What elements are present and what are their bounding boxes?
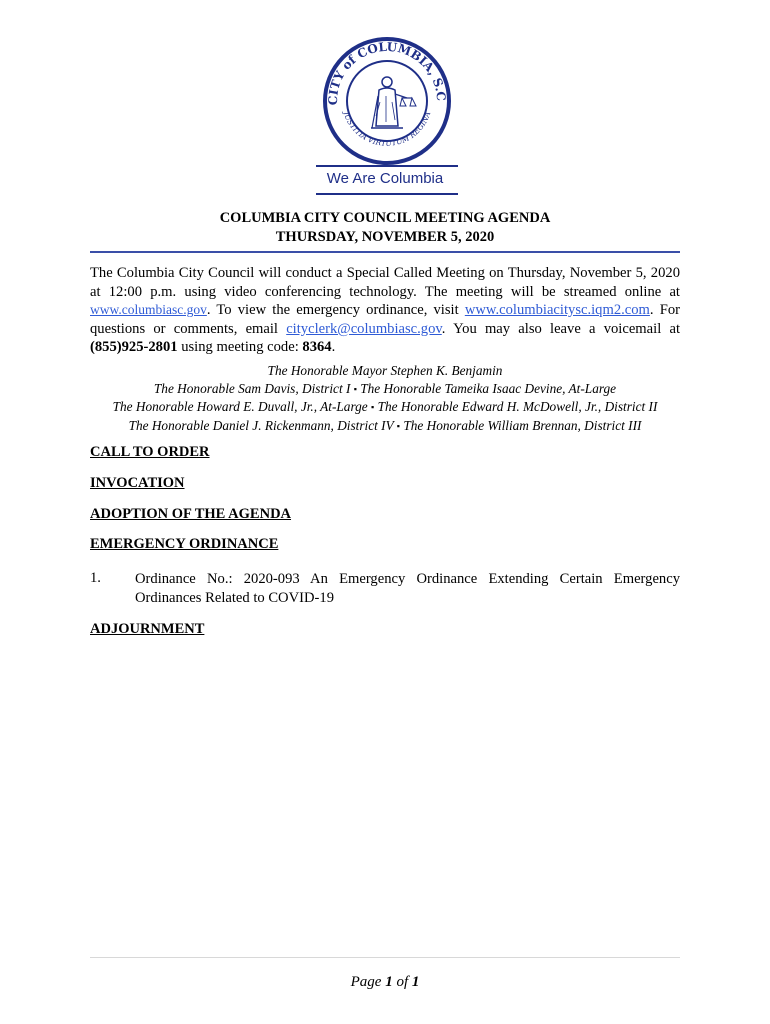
intro-paragraph bbox=[90, 264, 680, 357]
logo-rule-bottom bbox=[316, 193, 458, 195]
seal-top-text: CITY of COLUMBIA, S.C bbox=[325, 39, 449, 106]
seal-bottom-text: JUSTITIA VIRTUTUM REGINA bbox=[341, 110, 433, 148]
city-seal-logo bbox=[316, 36, 458, 178]
footer-divider bbox=[90, 957, 680, 958]
council-row bbox=[60, 380, 710, 399]
ordinance-link[interactable]: www.columbiacitysc.iqm2.com bbox=[464, 302, 650, 319]
agenda-item-number: 1. bbox=[90, 570, 101, 586]
intro-text-6: . bbox=[331, 339, 336, 356]
intro-text-3: . For questions or comments, email bbox=[90, 302, 680, 337]
council-member: The Honorable Daniel J. Rickenmann, District IV bbox=[128, 417, 394, 433]
logo-tagline bbox=[0, 170, 770, 187]
heading-invocation: INVOCATION bbox=[90, 475, 185, 491]
council-member: The Honorable Sam Davis, District I bbox=[153, 380, 351, 396]
agenda-item-text: Ordinance No.: 2020-093 An Emergency Ordinance Extending Certain Emergency Ordinances Related to COVID-19 bbox=[135, 571, 680, 606]
separator-icon: ▪ bbox=[396, 421, 400, 432]
phone-number: (855)925-2801 bbox=[90, 339, 178, 356]
title-divider bbox=[90, 251, 680, 253]
intro-text-1: The Columbia City Council will conduct a Special Called Meeting on Thursday, November 5, 2020 at 12:00 p.m. using video conferencing technology. The meeting will be streamed online at bbox=[90, 265, 680, 300]
tagline-bold: Columbia bbox=[379, 170, 444, 187]
page-footer bbox=[0, 974, 770, 991]
council-member: The Honorable Tameika Isaac Devine, At-Large bbox=[360, 380, 617, 396]
council-member: The Honorable Howard E. Duvall, Jr., At-Large bbox=[112, 399, 368, 415]
page-label: Page bbox=[350, 974, 386, 990]
tagline-pre: We Are bbox=[326, 170, 380, 187]
agenda-date: THURSDAY, NOVEMBER 5, 2020 bbox=[275, 229, 495, 245]
council-row bbox=[60, 417, 710, 436]
separator-icon: ▪ bbox=[353, 383, 357, 394]
council-member: The Honorable Edward H. McDowell, Jr., District II bbox=[377, 399, 658, 415]
intro-text-5: using meeting code: bbox=[177, 339, 303, 356]
mayor-line: The Honorable Mayor Stephen K. Benjamin bbox=[267, 363, 503, 378]
council-members bbox=[60, 362, 710, 436]
council-row bbox=[60, 398, 710, 417]
agenda-title: COLUMBIA CITY COUNCIL MEETING AGENDA bbox=[219, 210, 551, 226]
council-member: The Honorable William Brennan, District III bbox=[403, 417, 642, 433]
intro-text-2: . To view the emergency ordinance, visit bbox=[206, 302, 465, 319]
city-website-link[interactable]: www.columbiasc.gov bbox=[90, 302, 207, 318]
email-link[interactable]: cityclerk@columbiasc.gov bbox=[286, 320, 442, 337]
heading-call-to-order: CALL TO ORDER bbox=[90, 444, 210, 460]
seal-icon bbox=[316, 36, 458, 166]
logo-rule-top bbox=[316, 165, 458, 167]
separator-icon: ▪ bbox=[371, 402, 375, 413]
heading-adjournment: ADJOURNMENT bbox=[90, 621, 205, 637]
page-total: 1 bbox=[411, 974, 420, 990]
intro-text-4: . You may also leave a voicemail at bbox=[441, 320, 680, 337]
heading-emergency-ordinance: EMERGENCY ORDINANCE bbox=[90, 536, 279, 552]
of-label: of bbox=[392, 974, 412, 990]
meeting-code: 8364 bbox=[302, 339, 332, 356]
heading-adoption: ADOPTION OF THE AGENDA bbox=[90, 506, 292, 522]
svg-text:CITY of COLUMBIA, S.C. bbox=[316, 36, 448, 105]
page-number: 1 bbox=[385, 974, 393, 990]
